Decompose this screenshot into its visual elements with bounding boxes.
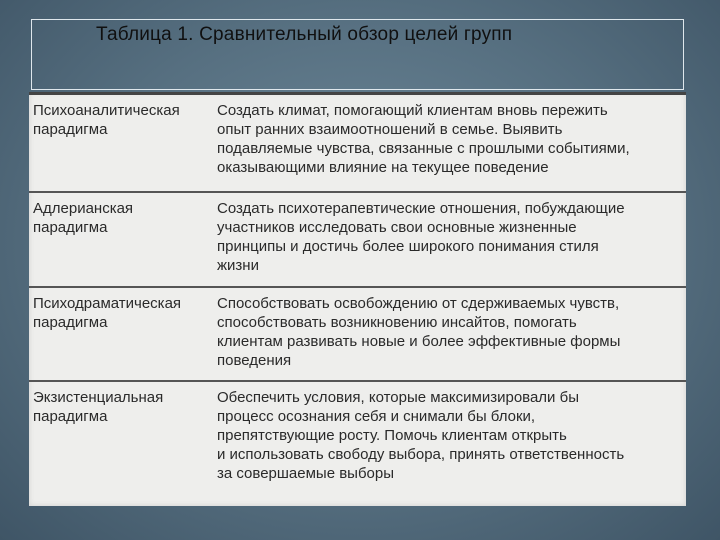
goal-cell (217, 388, 679, 483)
paradigm-line: Адлерианская (33, 200, 134, 217)
goal-cell (217, 101, 679, 177)
goal-line: подавляемые чувства, связанные с прошлыми событиями, (217, 140, 630, 157)
paradigm-cell (33, 199, 211, 237)
goal-line: Создать климат, помогающий клиентам вновь пережить (217, 102, 608, 119)
goal-line: процесс осознания себя и снимали бы блоки, (217, 408, 536, 425)
table-number: Таблица 1 (96, 24, 189, 45)
goal-line: оказывающими влияние на текущее поведение (217, 159, 549, 176)
goal-line: за совершаемые выборы (217, 465, 395, 482)
paradigm-cell (33, 388, 211, 426)
goal-line: препятствующие росту. Помочь клиентам открыть (217, 427, 567, 444)
table-row (29, 286, 686, 380)
goal-line: способствовать возникновению инсайтов, помогать (217, 314, 577, 331)
paradigm-line: Экзистенциальная (33, 389, 164, 406)
page-title (96, 24, 512, 46)
paradigm-cell (33, 294, 211, 332)
paradigm-line: парадигма (33, 121, 108, 138)
goal-line: Обеспечить условия, которые максимизировали бы (217, 389, 579, 406)
paradigm-line: парадигма (33, 314, 108, 331)
paradigm-line: Психодраматическая (33, 295, 182, 312)
paradigm-line: парадигма (33, 408, 108, 425)
goal-line: участников исследовать свои основные жизненные (217, 219, 577, 236)
goal-line: и использовать свободу выбора, принять ответственность (217, 446, 625, 463)
table-row (29, 92, 686, 191)
table-row (29, 191, 686, 286)
goal-line: жизни (217, 257, 259, 274)
goal-line: поведения (217, 352, 292, 369)
goal-line: принципы и достичь более широкого понимания стиля (217, 238, 599, 255)
paradigm-cell (33, 101, 211, 139)
goal-cell (217, 294, 679, 370)
comparison-table (29, 92, 686, 506)
goal-cell (217, 199, 679, 275)
table-row (29, 380, 686, 506)
paradigm-line: парадигма (33, 219, 108, 236)
paradigm-line: Психоаналитическая (33, 102, 180, 119)
goal-line: Способствовать освобождению от сдерживаемых чувств, (217, 295, 620, 312)
table-caption: . Сравнительный обзор целей групп (188, 24, 513, 45)
goal-line: клиентам развивать новые и более эффективные формы (217, 333, 621, 350)
goal-line: опыт ранних взаимоотношений в семье. Выявить (217, 121, 563, 138)
goal-line: Создать психотерапевтические отношения, побуждающие (217, 200, 625, 217)
